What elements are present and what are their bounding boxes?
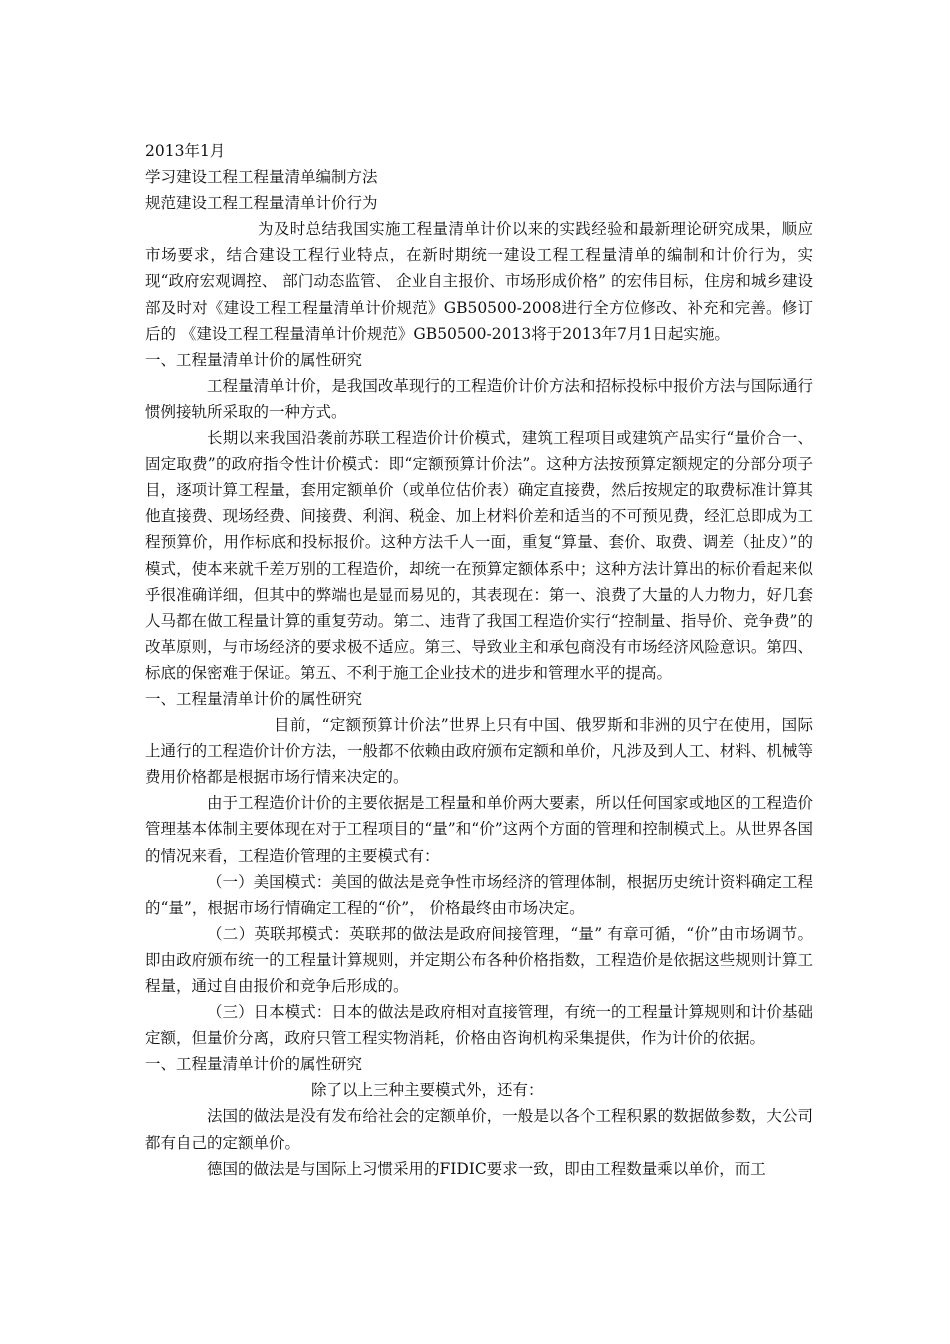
paragraph-uk-model: （二）英联邦模式：英联邦的做法是政府间接管理，“量” 有章可循，“价”由市场调节。即由政府颁布统一的工程量计算规则，并定期公布各种价格指数，工程造价是依据这些规则计算工程量，通过自由报价和竞争后形成的。 [145,924,813,995]
paragraph-japan-model: （三）日本模式：日本的做法是政府相对直接管理，有统一的工程量计算规则和计价基础定额，但量价分离，政府只管工程实物消耗，价格由咨询机构采集提供，作为计价的依据。 [145,1003,813,1048]
paragraph-germany: 德国的做法是与国际上习惯采用的FIDIC要求一致，即由工程数量乘以单价，而工 [207,1159,766,1178]
paragraph-current: 目前，“定额预算计价法”世界上只有中国、俄罗斯和非洲的贝宁在使用，国际上通行的工程造价计价方法，一般都不依赖由政府颁布定额和单价，凡涉及到人工、材料、机械等费用价格都是根据市场行情来决定的。 [145,716,813,787]
doc-title-2: 规范建设工程工程量清单计价行为 [145,194,378,213]
paragraph-other-models: 除了以上三种主要模式外，还有： [311,1081,544,1100]
doc-title-1: 学习建设工程工程量清单编制方法 [145,168,378,187]
section-heading-3: 一、工程量清单计价的属性研究 [145,1055,363,1074]
doc-date: 2013年1月 [145,142,226,160]
paragraph-definition: 工程量清单计价，是我国改革现行的工程造价计价方法和招标投标中报价方法与国际通行惯例接轨所采取的一种方式。 [145,376,813,421]
paragraph-history: 长期以来我国沿袭前苏联工程造价计价模式，建筑工程项目或建筑产品实行“量价合一、固定取费”的政府指令性计价模式：即“定额预算计价法”。这种方法按预算定额规定的分部分项子目，逐项计算工程量，套用定额单价（或单位估价表）确定直接费，然后按规定的取费标准计算其他直接费、现场经费、间接费、利润、税金、加上材料价差和适当的不可预见费，经汇总即成为工程预算价，用作标底和投标报价。这种方法千人一面，重复“算量、套价、取费、调差（扯皮）”的模式，使本来就千差万别的工程造价，却统一在预算定额体系中；这种方法计算出的标价看起来似乎很准确详细，但其中的弊端也是显而易见的，其表现在：第一、浪费了大量的人力物力，好几套人马都在做工程量计算的重复劳动。第二、违背了我国工程造价实行“控制量、指导价、竞争费”的改革原则，与市场经济的要求极不适应。第三、导致业主和承包商没有市场经济风险意识。第四、标底的保密难于保证。第五、不利于施工企业技术的进步和管理水平的提高。 [145,429,813,682]
paragraph-intro: 为及时总结我国实施工程量清单计价以来的实践经验和最新理论研究成果，顺应市场要求，结合建设工程行业特点，在新时期统一建设工程工程量清单的编制和计价行为，实现“政府宏观调控、 部门动态监管、 企业自主报价、市场形成价格” 的宏伟目标，住房和城乡建设部及时对《建设工程工程量清单计价规范》GB50500-2008进行全方位修改、补充和完善。修订后的 《建设工程工程量清单计价规范》GB50500-2013将于2013年7月1日起实施。 [145,220,813,343]
paragraph-basis: 由于工程造价计价的主要依据是工程量和单价两大要素，所以任何国家或地区的工程造价管理基本体制主要体现在对于工程项目的“量”和“价”这两个方面的管理和控制模式上。从世界各国的情况来看，工程造价管理的主要模式有： [145,794,813,865]
section-heading-1: 一、工程量清单计价的属性研究 [145,350,363,369]
section-heading-2: 一、工程量清单计价的属性研究 [145,689,363,708]
paragraph-us-model: （一）美国模式：美国的做法是竞争性市场经济的管理体制，根据历史统计资料确定工程的“量”，根据市场行情确定工程的“价”， 价格最终由市场决定。 [145,872,813,917]
paragraph-france: 法国的做法是没有发布给社会的定额单价，一般是以各个工程积累的数据做参数，大公司都有自己的定额单价。 [145,1107,813,1152]
document-page [145,138,813,1182]
